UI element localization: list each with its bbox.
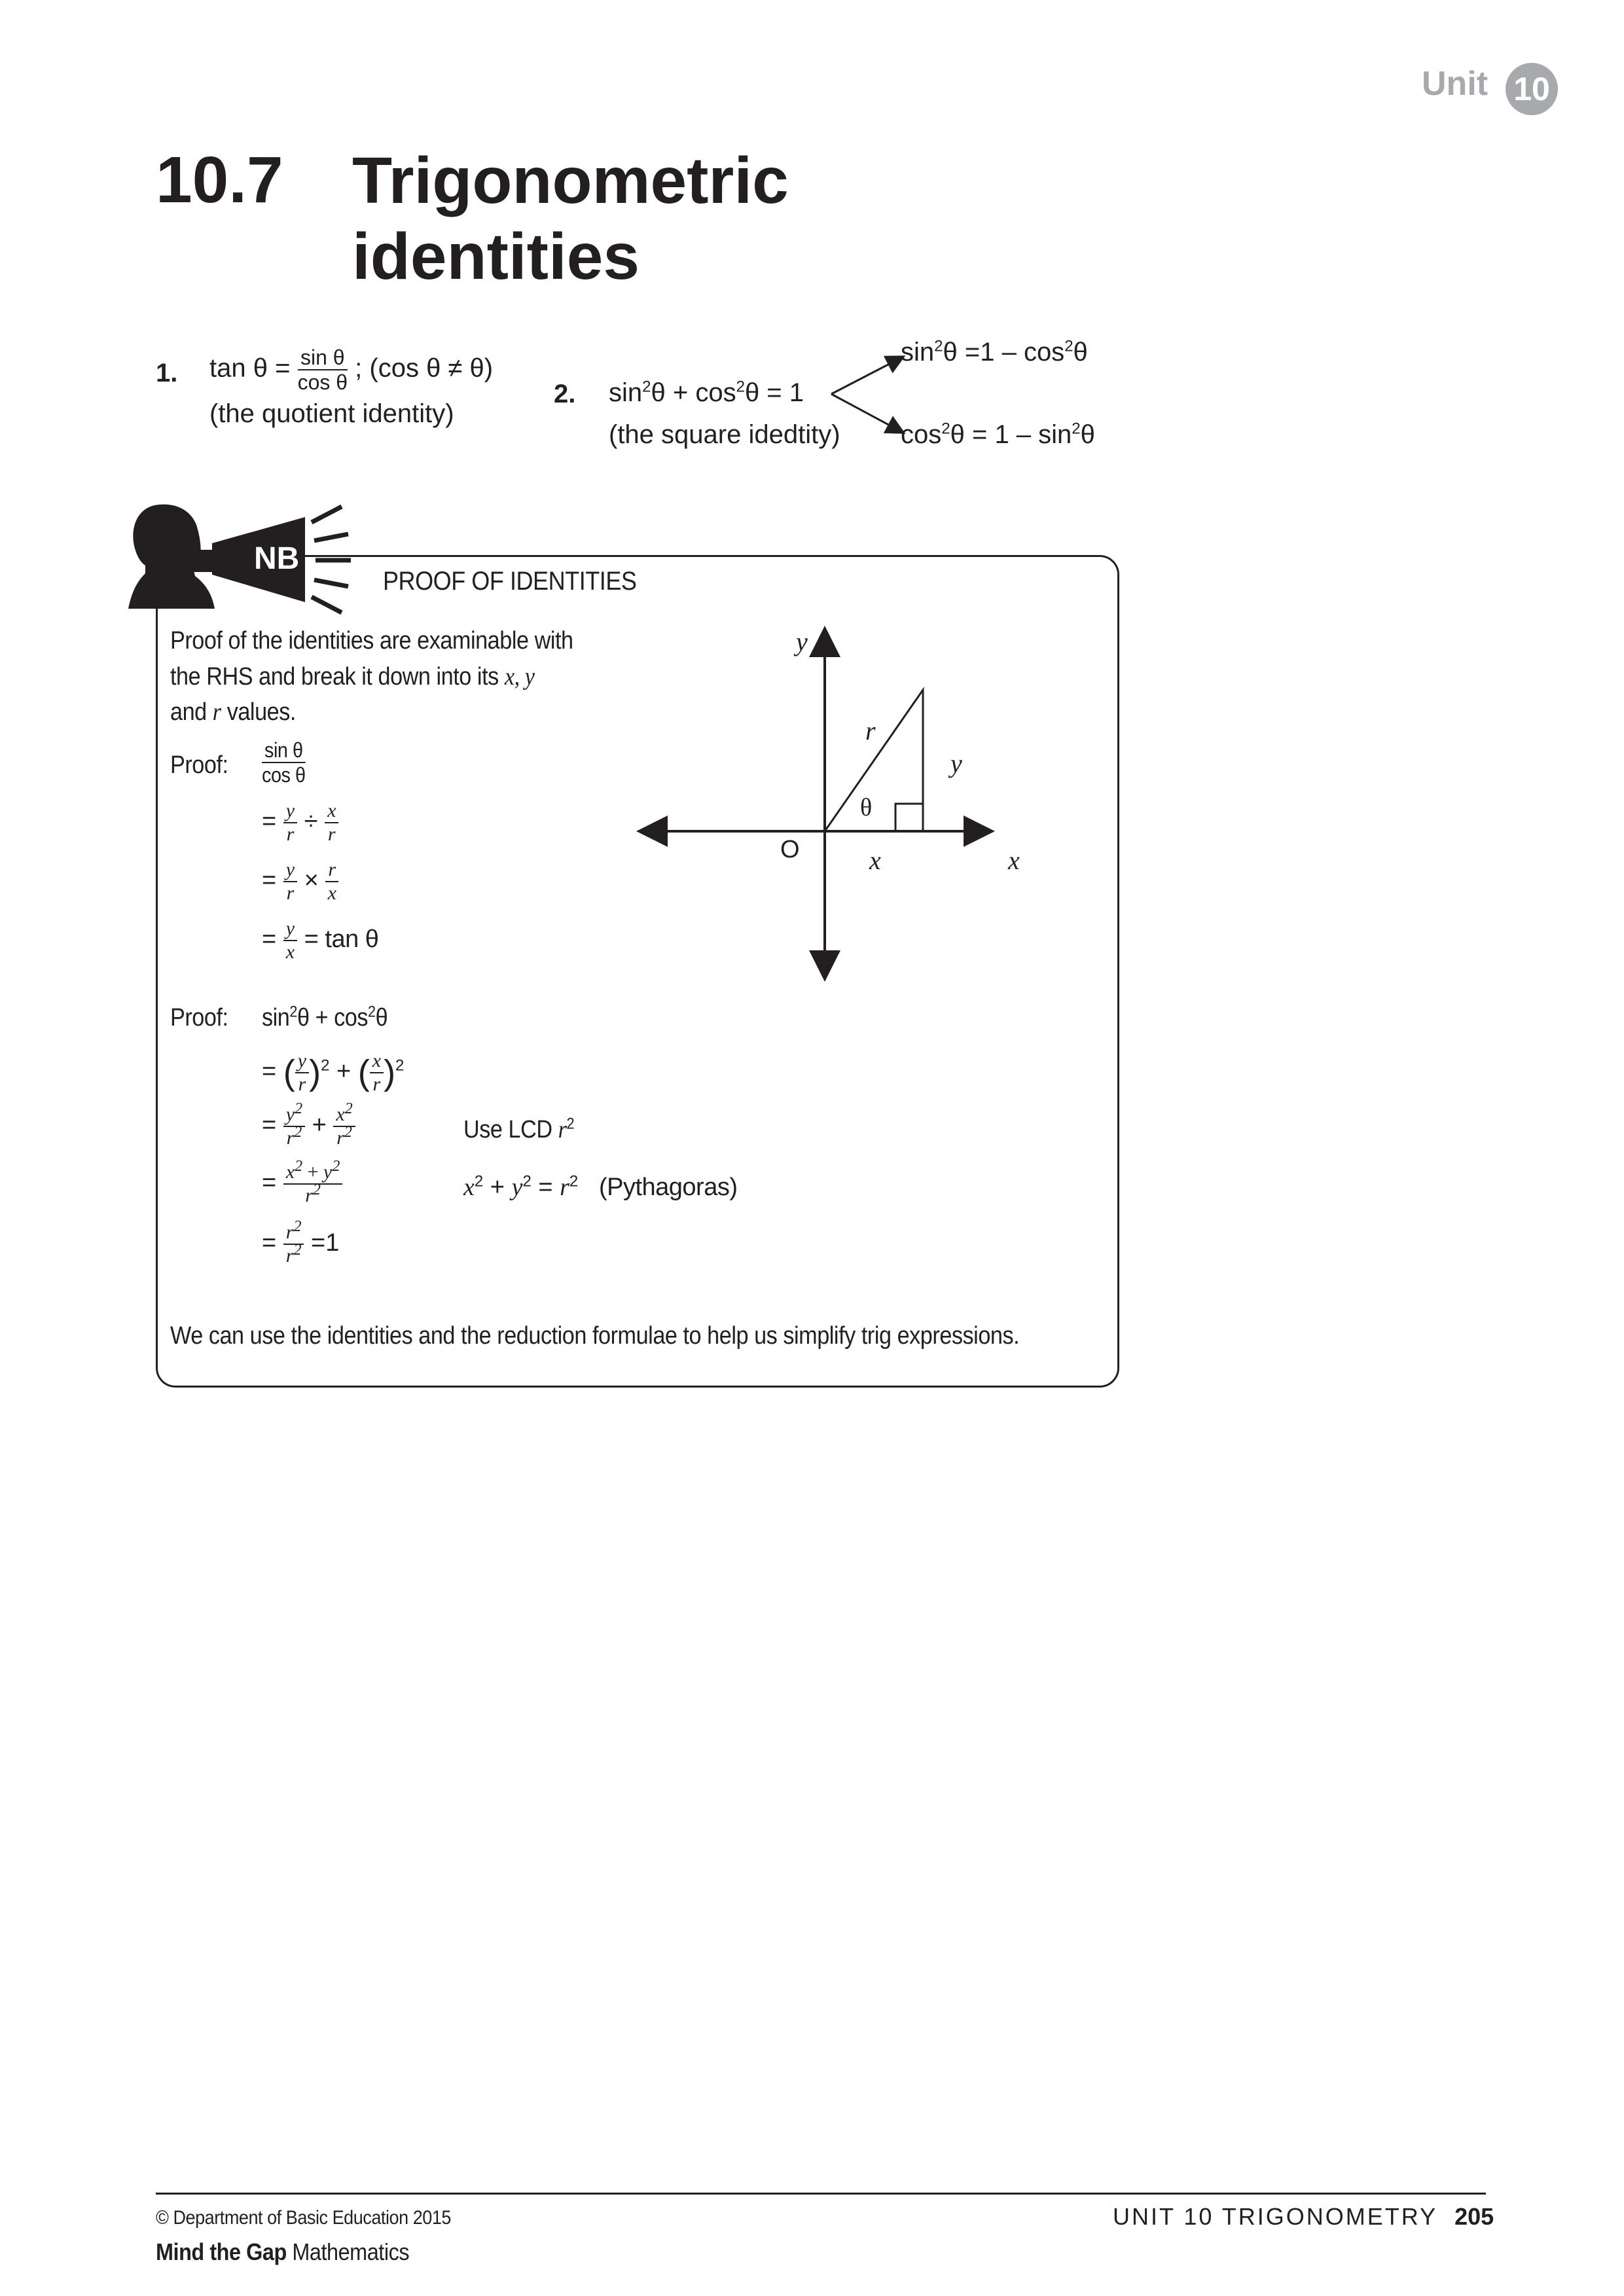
identity-1-number: 1.: [156, 359, 178, 387]
diagram-y-axis-label: y: [796, 627, 808, 656]
nb-badge: NB: [254, 541, 300, 576]
identity-1-frac-num: sin θ: [298, 347, 348, 370]
diagram-origin-label: O: [780, 836, 800, 863]
diagram-hypotenuse-label: r: [865, 716, 876, 745]
identity-2-name: (the square idedtity): [609, 420, 840, 449]
proof-2-step-1: = ( $\frac{y}{r}$ )$^2$ + ( $\frac{x}{r}$ )$^2$: [262, 1050, 405, 1095]
diagram-adjacent-label: x: [869, 846, 881, 875]
identity-1-fraction: [298, 347, 348, 393]
page-number: 205: [1454, 2203, 1494, 2230]
identity-1-lhs: tan θ =: [209, 353, 291, 383]
proof-heading: PROOF OF IDENTITIES: [383, 567, 637, 596]
proof-1-label: Proof:: [170, 751, 228, 779]
footer-copyright: © Department of Basic Education 2015: [156, 2207, 451, 2229]
identity-1-frac-den: cos θ: [297, 370, 348, 394]
footer-unit-label: UNIT 10 TRIGONOMETRY 205: [1113, 2203, 1494, 2230]
proof-2-step-3: = $\frac{x^2 + y^2}{r^2}$: [262, 1162, 342, 1206]
identity-2-number: 2.: [554, 380, 576, 408]
proof-2-label: Proof:: [170, 1004, 228, 1031]
proof-1-start: $\frac{\text{sin θ}}{\text{cos θ}}$: [262, 738, 306, 787]
proof-1-step-2: = $\frac{y}{r}$ × $\frac{r}{x}$: [262, 860, 338, 903]
section-title: Trigonometric identities: [352, 144, 789, 293]
unit-label: Unit: [1422, 65, 1489, 103]
megaphone-icon: [128, 497, 364, 615]
diagram-opposite-label: y: [950, 749, 962, 778]
axes-triangle-diagram: [628, 615, 1047, 982]
identity-2-formula: $\sin^2\theta + \cos^2\theta = 1$: [609, 378, 804, 407]
proof-2-note-pythagoras: $x^2 + y^2 = r^2$ (Pythagoras): [463, 1172, 738, 1201]
proof-intro-line2: the RHS and break it down into its x, y: [170, 663, 535, 691]
section-number: 10.7: [156, 143, 283, 217]
footer-rule: [156, 2193, 1486, 2195]
identity-2-branch-bottom: $\cos^2\theta = 1 - \sin^2\theta$: [901, 420, 1095, 449]
proof-2-start: $\sin^2\theta + \cos^2\theta$: [262, 1003, 388, 1031]
proof-1-step-1: = $\frac{y}{r}$ ÷ $\frac{x}{r}$: [262, 801, 338, 844]
proof-1-step-3: = $\frac{y}{x}$ = tan θ: [262, 918, 379, 963]
proof-2-step-2: = $\frac{y^2}{r^2}$ + $\frac{x^2}{r^2}$: [262, 1105, 355, 1148]
diagram-x-axis-label: x: [1008, 846, 1020, 875]
proof-intro-line3: and r values.: [170, 698, 296, 726]
proof-2-step-4: = $\frac{r^2}{r^2}$ =1: [262, 1218, 340, 1266]
proof-intro-line1: Proof of the identities are examinable with: [170, 627, 573, 655]
identity-1-formula: [209, 347, 493, 393]
identity-2-branch-top: $\sin^2\theta =1 - \cos^2\theta$: [901, 337, 1088, 367]
identity-1-condition: ; (cos θ ≠ θ): [355, 353, 494, 383]
identity-1-name: (the quotient identity): [209, 399, 454, 428]
footer-book-title: Mind the Gap Mathematics: [156, 2238, 410, 2265]
proof-conclusion: We can use the identities and the reduction formulae to help us simplify trig expressions.: [170, 1322, 1020, 1350]
proof-2-note-lcd: Use LCD $r^2$: [463, 1115, 575, 1143]
identity-2-branch-arrows: [825, 340, 910, 445]
diagram-angle-label: θ: [860, 794, 873, 821]
unit-number-badge: 10: [1506, 63, 1558, 115]
